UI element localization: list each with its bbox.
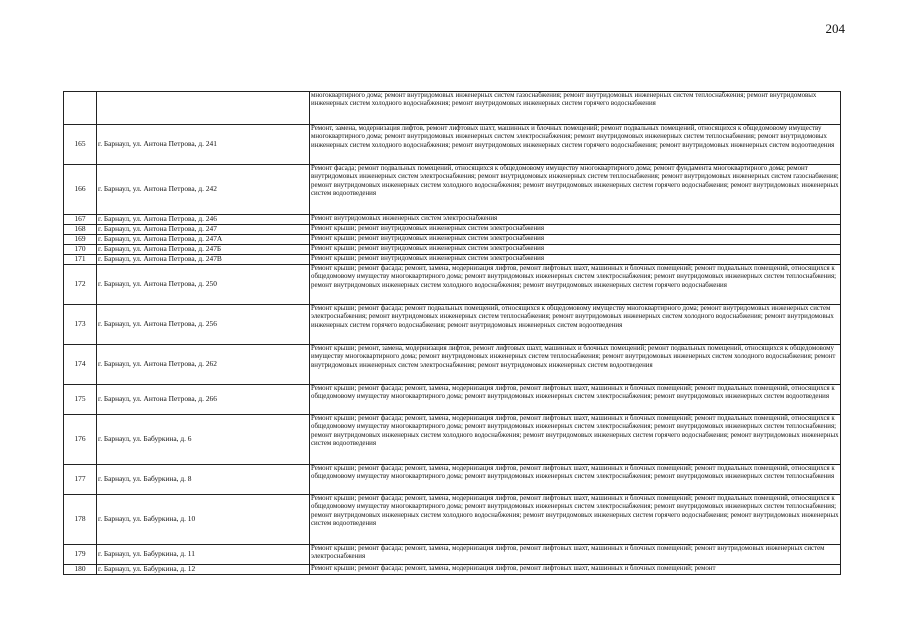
row-works: Ремонт крыши; ремонт внутридомовых инженерных систем электроснабжения	[310, 255, 841, 265]
row-address: г. Барнаул, ул. Антона Петрова, д. 242	[97, 165, 310, 215]
row-address: г. Барнаул, ул. Антона Петрова, д. 247А	[97, 235, 310, 245]
table-row	[64, 225, 841, 235]
repair-works-table	[63, 91, 841, 575]
row-address: г. Барнаул, ул. Бабуркина, д. 6	[97, 415, 310, 465]
row-number	[64, 92, 97, 125]
row-works: Ремонт крыши; ремонт фасада; ремонт, замена, модернизация лифтов, ремонт лифтовых шахт, машинных и блочных помещений; ремонт подвальных помещений, относящихся к общедомовому имуществу многоквартирного дома; ремонт внутридомовых инженерных систем электроснабжения; ремонт внутридомовых инженерных систем теплоснабжения	[310, 465, 841, 495]
row-number: 178	[64, 495, 97, 545]
row-address: г. Барнаул, ул. Антона Петрова, д. 247Б	[97, 245, 310, 255]
row-works: Ремонт крыши; ремонт, замена, модернизация лифтов, ремонт лифтовых шахт, машинных и блочных помещений; ремонт подвальных помещений, относящихся к общедомовому имуществу многоквартирного дома; ремонт внутридомовых инженерных систем теплоснабжения; ремонт внутридомовых инженерных систем холодного водоснабжения; ремонт внутридомовых инженерных систем электроснабжения; ремонт внутридомовых инженерных систем водоотведения	[310, 345, 841, 385]
row-works: Ремонт внутридомовых инженерных систем электроснабжения	[310, 215, 841, 225]
table-row	[64, 385, 841, 415]
row-number: 174	[64, 345, 97, 385]
row-number: 177	[64, 465, 97, 495]
page-number: 204	[825, 21, 845, 36]
row-address: г. Барнаул, ул. Бабуркина, д. 10	[97, 495, 310, 545]
row-address: г. Барнаул, ул. Антона Петрова, д. 247В	[97, 255, 310, 265]
table-row	[64, 565, 841, 575]
table-row	[64, 305, 841, 345]
row-address: г. Барнаул, ул. Антона Петрова, д. 247	[97, 225, 310, 235]
row-works: Ремонт фасада; ремонт подвальных помещений, относящихся к общедомовому имуществу многоквартирного дома; ремонт фундамента многоквартирного дома; ремонт внутридомовых инженерных систем электроснабжения; ремонт внутридомовых инженерных систем теплоснабжения; ремонт внутридомовых инженерных систем газоснабжения; ремонт внутридомовых инженерных систем холодного водоснабжения; ремонт внутридомовых инженерных систем горячего водоснабжения; ремонт внутридомовых инженерных систем водоотведения	[310, 165, 841, 215]
row-address: г. Барнаул, ул. Антона Петрова, д. 246	[97, 215, 310, 225]
table-row	[64, 215, 841, 225]
table-row	[64, 265, 841, 305]
row-works: Ремонт, замена, модернизация лифтов, ремонт лифтовых шахт, машинных и блочных помещений; ремонт подвальных помещений, относящихся к общедомовому имуществу многоквартирного дома; ремонт внутридомовых инженерных систем электроснабжения; ремонт внутридомовых инженерных систем теплоснабжения; ремонт внутридомовых инженерных систем холодного водоснабжения; ремонт внутридомовых инженерных систем горячего водоснабжения; ремонт внутридомовых инженерных систем водоотведения	[310, 125, 841, 165]
row-address: г. Барнаул, ул. Бабуркина, д. 11	[97, 545, 310, 565]
table-row	[64, 255, 841, 265]
table-row	[64, 465, 841, 495]
row-works: Ремонт крыши; ремонт фасада; ремонт, замена, модернизация лифтов, ремонт лифтовых шахт, машинных и блочных помещений; ремонт подвальных помещений, относящихся к общедомовому имуществу многоквартирного дома; ремонт внутридомовых инженерных систем электроснабжения; ремонт внутридомовых инженерных систем водоотведения	[310, 385, 841, 415]
table-row	[64, 165, 841, 215]
row-number: 173	[64, 305, 97, 345]
row-works: Ремонт крыши; ремонт фасада; ремонт, замена, модернизация лифтов, ремонт лифтовых шахт, машинных и блочных помещений; ремонт внутридомовых инженерных систем электроснабжения	[310, 545, 841, 565]
row-address: г. Барнаул, ул. Антона Петрова, д. 262	[97, 345, 310, 385]
table-row	[64, 495, 841, 545]
row-works: Ремонт крыши; ремонт внутридомовых инженерных систем электроснабжения	[310, 245, 841, 255]
table-row	[64, 245, 841, 255]
table-row	[64, 545, 841, 565]
row-number: 179	[64, 545, 97, 565]
row-number: 167	[64, 215, 97, 225]
row-number: 168	[64, 225, 97, 235]
row-works: Ремонт крыши; ремонт внутридомовых инженерных систем электроснабжения	[310, 235, 841, 245]
row-works: Ремонт крыши; ремонт фасада; ремонт подвальных помещений, относящихся к общедомовому имуществу многоквартирного дома; ремонт внутридомовых инженерных систем электроснабжения; ремонт внутридомовых инженерных систем теплоснабжения; ремонт внутридомовых инженерных систем холодного водоснабжения; ремонт внутридомовых инженерных систем горячего водоснабжения; ремонт внутридомовых инженерных систем водоотведения	[310, 305, 841, 345]
row-works: Ремонт крыши; ремонт фасада; ремонт, замена, модернизация лифтов, ремонт лифтовых шахт, машинных и блочных помещений; ремонт подвальных помещений, относящихся к общедомовому имуществу многоквартирного дома; ремонт внутридомовых инженерных систем электроснабжения; ремонт внутридомовых инженерных систем теплоснабжения; ремонт внутридомовых инженерных систем холодного водоснабжения; ремонт внутридомовых инженерных систем горячего водоснабжения	[310, 265, 841, 305]
table-row	[64, 235, 841, 245]
row-works: Ремонт крыши; ремонт фасада; ремонт, замена, модернизация лифтов, ремонт лифтовых шахт, машинных и блочных помещений; ремонт подвальных помещений, относящихся к общедомовому имуществу многоквартирного дома; ремонт внутридомовых инженерных систем электроснабжения; ремонт внутридомовых инженерных систем теплоснабжения; ремонт внутридомовых инженерных систем холодного водоснабжения; ремонт внутридомовых инженерных систем горячего водоснабжения; ремонт внутридомовых инженерных систем водоотведения	[310, 415, 841, 465]
row-works: Ремонт крыши; ремонт фасада; ремонт, замена, модернизация лифтов, ремонт лифтовых шахт, машинных и блочных помещений; ремонт подвальных помещений, относящихся к общедомовому имуществу многоквартирного дома; ремонт внутридомовых инженерных систем электроснабжения; ремонт внутридомовых инженерных систем теплоснабжения; ремонт внутридомовых инженерных систем холодного водоснабжения; ремонт внутридомовых инженерных систем горячего водоснабжения; ремонт внутридомовых инженерных систем водоотведения	[310, 495, 841, 545]
row-address: г. Барнаул, ул. Антона Петрова, д. 256	[97, 305, 310, 345]
row-address: г. Барнаул, ул. Антона Петрова, д. 241	[97, 125, 310, 165]
row-number: 170	[64, 245, 97, 255]
row-works: Ремонт крыши; ремонт фасада; ремонт, замена, модернизация лифтов, ремонт лифтовых шахт, машинных и блочных помещений; ремонт	[310, 565, 841, 575]
table-row	[64, 345, 841, 385]
row-address: г. Барнаул, ул. Антона Петрова, д. 266	[97, 385, 310, 415]
row-number: 171	[64, 255, 97, 265]
row-number: 169	[64, 235, 97, 245]
table-row	[64, 415, 841, 465]
row-number: 176	[64, 415, 97, 465]
row-number: 172	[64, 265, 97, 305]
row-address: г. Барнаул, ул. Бабуркина, д. 8	[97, 465, 310, 495]
row-address: г. Барнаул, ул. Бабуркина, д. 12	[97, 565, 310, 575]
row-works: Ремонт крыши; ремонт внутридомовых инженерных систем электроснабжения	[310, 225, 841, 235]
table-row	[64, 92, 841, 125]
row-works: многоквартирного дома; ремонт внутридомовых инженерных систем газоснабжения; ремонт внутридомовых инженерных систем теплоснабжения; ремонт внутридомовых инженерных систем холодного водоснабжения; ремонт внутридомовых инженерных систем горячего водоснабжения	[310, 92, 841, 125]
row-address: г. Барнаул, ул. Антона Петрова, д. 250	[97, 265, 310, 305]
row-number: 180	[64, 565, 97, 575]
table-row	[64, 125, 841, 165]
row-number: 165	[64, 125, 97, 165]
row-number: 175	[64, 385, 97, 415]
row-number: 166	[64, 165, 97, 215]
row-address	[97, 92, 310, 125]
